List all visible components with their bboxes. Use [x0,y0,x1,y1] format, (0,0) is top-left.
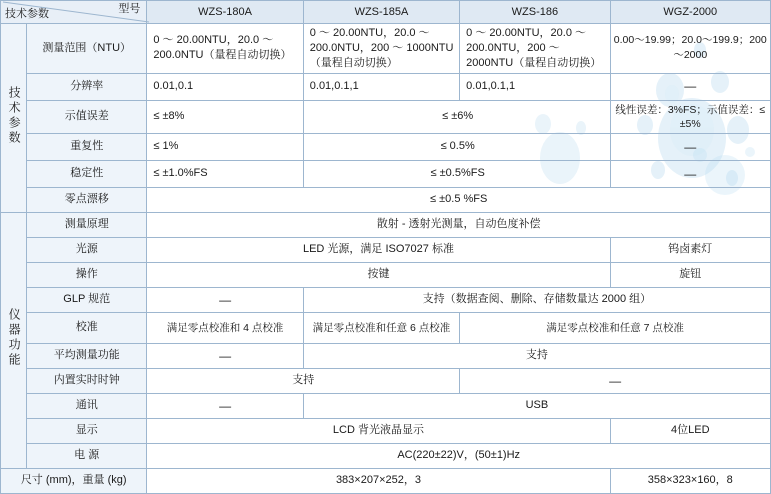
model-header-wgz-2000: WGZ-2000 [610,1,770,24]
row-label-glp: GLP 规范 [27,287,147,312]
row-label-operation: 操作 [27,262,147,287]
row-label-size-weight: 尺寸 (mm)，重量 (kg) [1,468,147,493]
row-light-source [1,237,771,262]
cell-clock-wzs-180a-185a: 支持 [147,368,460,393]
row-label-measurement-range: 测量范围（NTU） [27,24,147,74]
row-resolution [1,73,771,100]
cell-resolution-wzs-186: 0.01,0.1,1 [460,73,610,100]
cell-calibration-wzs-185a: 满足零点校准和任意 6 点校准 [303,312,459,343]
row-stability [1,160,771,187]
row-label-resolution: 分辨率 [27,73,147,100]
row-operation [1,262,771,287]
row-average-measurement [1,343,771,368]
cell-stability-wzs-180a: ≤ ±1.0%FS [147,160,303,187]
cell-resolution-wgz-2000: — [610,73,770,100]
cell-comm-rest: USB [303,393,770,418]
row-size-weight [1,468,771,493]
cell-size-weight-wgz-2000: 358×323×160，8 [610,468,770,493]
row-zero-drift [1,187,771,212]
cell-calibration-wzs-180a: 满足零点校准和 4 点校准 [147,312,303,343]
model-header-wzs-185a: WZS-185A [303,1,459,24]
row-label-light-source: 光源 [27,237,147,262]
row-label-display: 显示 [27,418,147,443]
tech-params-label: 技术参数 [5,8,49,21]
cell-range-wzs-180a: 0 ～ 20.00NTU，20.0 ～ 200.0NTU（量程自动切换） [147,24,303,74]
cell-range-wgz-2000: 0.00～19.99；20.0～199.9；200～2000 [610,24,770,74]
cell-stability-wzs-185a-186: ≤ ±0.5%FS [303,160,610,187]
cell-power-all: AC(220±22)V，(50±1)Hz [147,443,771,468]
cell-resolution-wzs-180a: 0.01,0.1 [147,73,303,100]
cell-glp-rest: 支持（数据查阅、删除、存储数量达 2000 组） [303,287,770,312]
cell-light-source-wgz-2000: 钨卤素灯 [610,237,770,262]
group-label-instrument-functions [1,212,27,468]
cell-average-wzs-180a: — [147,343,303,368]
model-header-wzs-186: WZS-186 [460,1,610,24]
cell-calibration-wzs-186-wgz: 满足零点校准和任意 7 点校准 [460,312,771,343]
row-realtime-clock [1,368,771,393]
cell-principle-all: 散射 - 透射光测量，自动色度补偿 [147,212,771,237]
cell-repeatability-wgz-2000: — [610,133,770,160]
cell-stability-wgz-2000: — [610,160,770,187]
row-communication [1,393,771,418]
cell-glp-wzs-180a: — [147,287,303,312]
row-label-stability: 稳定性 [27,160,147,187]
cell-display-wgz-2000: 4位LED [610,418,770,443]
row-indication-error [1,100,771,133]
cell-size-weight-wzs: 383×207×252，3 [147,468,610,493]
row-label-principle: 测量原理 [27,212,147,237]
cell-range-wzs-186: 0 ～ 20.00NTU，20.0 ～ 200.0NTU，200 ～ 2000NTU（量程自动切换） [460,24,610,74]
row-label-average-measurement: 平均测量功能 [27,343,147,368]
header-diagonal-divider [3,2,149,22]
row-label-communication: 通讯 [27,393,147,418]
cell-resolution-wzs-185a: 0.01,0.1,1 [303,73,459,100]
row-label-power: 电 源 [27,443,147,468]
cell-indication-error-wgz-2000: 线性误差：3%FS；示值误差：≤ ±5% [610,100,770,133]
tech-params-header [1,1,147,24]
row-label-repeatability: 重复性 [27,133,147,160]
cell-repeatability-wzs-180a: ≤ 1% [147,133,303,160]
cell-repeatability-wzs-185a-186: ≤ 0.5% [303,133,610,160]
cell-range-wzs-185a: 0 ～ 20.00NTU，20.0 ～ 200.0NTU，200 ～ 1000NTU（量程自动切换） [303,24,459,74]
row-label-realtime-clock: 内置实时时钟 [27,368,147,393]
cell-indication-error-wzs-180a: ≤ ±8% [147,100,303,133]
row-principle [1,212,771,237]
row-label-calibration: 校准 [27,312,147,343]
cell-average-rest: 支持 [303,343,770,368]
group-label-instrument-functions-text: 仪器功能 [7,308,22,369]
cell-operation-wzs: 按键 [147,262,610,287]
row-glp [1,287,771,312]
row-measurement-range [1,24,771,74]
row-repeatability [1,133,771,160]
row-display [1,418,771,443]
model-header-wzs-180a: WZS-180A [147,1,303,24]
model-label: 型号 [118,3,141,15]
group-label-tech-params-text: 技术参数 [7,85,22,146]
row-label-indication-error: 示值误差 [27,100,147,133]
cell-display-wzs: LCD 背光液晶显示 [147,418,610,443]
cell-indication-error-wzs-185a-186: ≤ ±6% [303,100,610,133]
cell-light-source-wzs: LED 光源，满足 ISO7027 标准 [147,237,610,262]
row-calibration [1,312,771,343]
cell-clock-rest: — [460,368,771,393]
cell-operation-wgz-2000: 旋钮 [610,262,770,287]
row-label-zero-drift: 零点漂移 [27,187,147,212]
group-label-tech-params [1,24,27,213]
cell-zero-drift-all: ≤ ±0.5 %FS [147,187,771,212]
row-power [1,443,771,468]
table-header-row [1,1,771,24]
cell-comm-wzs-180a: — [147,393,303,418]
